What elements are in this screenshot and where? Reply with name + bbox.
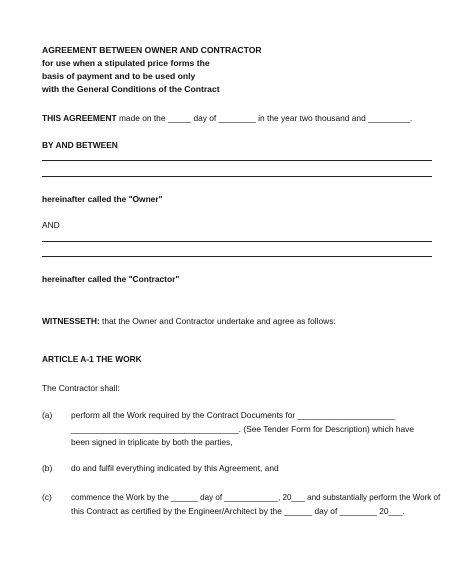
list-item-text: perform all the Work required by the Contract Documents for _____________________ <box>71 410 396 420</box>
article-title: ARTICLE A-1 THE WORK <box>42 354 142 364</box>
article-intro: The Contractor shall: <box>42 383 120 393</box>
list-item-text: this Contract as certified by the Engineer/Architect by the ______ day of ________ 20___. <box>71 506 405 516</box>
list-item-text: been signed in triplicate by both the parties, <box>71 437 233 447</box>
list-item-marker: (c) <box>42 492 52 502</box>
heading-subline: basis of payment and to be used only <box>42 71 196 81</box>
agreement-date-text: made on the _____ day of ________ in the year two thousand and _________. <box>118 113 413 123</box>
list-item-text: ____________________________________. (See Tender Form for Description) which have <box>71 424 415 434</box>
agreement-date-line <box>42 113 412 123</box>
owner-address-line <box>42 176 432 177</box>
owner-designation: hereinafter called the "Owner" <box>42 194 163 204</box>
and-label: AND <box>42 220 60 230</box>
witnesseth-line <box>42 316 336 326</box>
heading-subline: with the General Conditions of the Contract <box>42 84 220 94</box>
list-item-marker: (a) <box>42 410 53 420</box>
contractor-address-line <box>42 256 432 257</box>
witnesseth-text: that the Owner and Contractor undertake and agree as follows: <box>102 316 336 326</box>
owner-name-line <box>42 160 432 161</box>
list-item-text: do and fulfil everything indicated by this Agreement, and <box>71 463 279 473</box>
agreement-label: THIS AGREEMENT <box>42 113 117 123</box>
contractor-designation: hereinafter called the "Contractor" <box>42 274 180 284</box>
contractor-name-line <box>42 241 432 242</box>
list-item-marker: (b) <box>42 463 53 473</box>
agreement-heading: AGREEMENT BETWEEN OWNER AND CONTRACTOR <box>42 45 262 55</box>
list-item-text: commence the Work by the ______ day of ____________, 20___ and substantially perform the Work of <box>71 492 441 502</box>
heading-subline: for use when a stipulated price forms the <box>42 58 210 68</box>
witnesseth-label: WITNESSETH: <box>42 316 100 326</box>
by-and-between-label: BY AND BETWEEN <box>42 140 118 150</box>
